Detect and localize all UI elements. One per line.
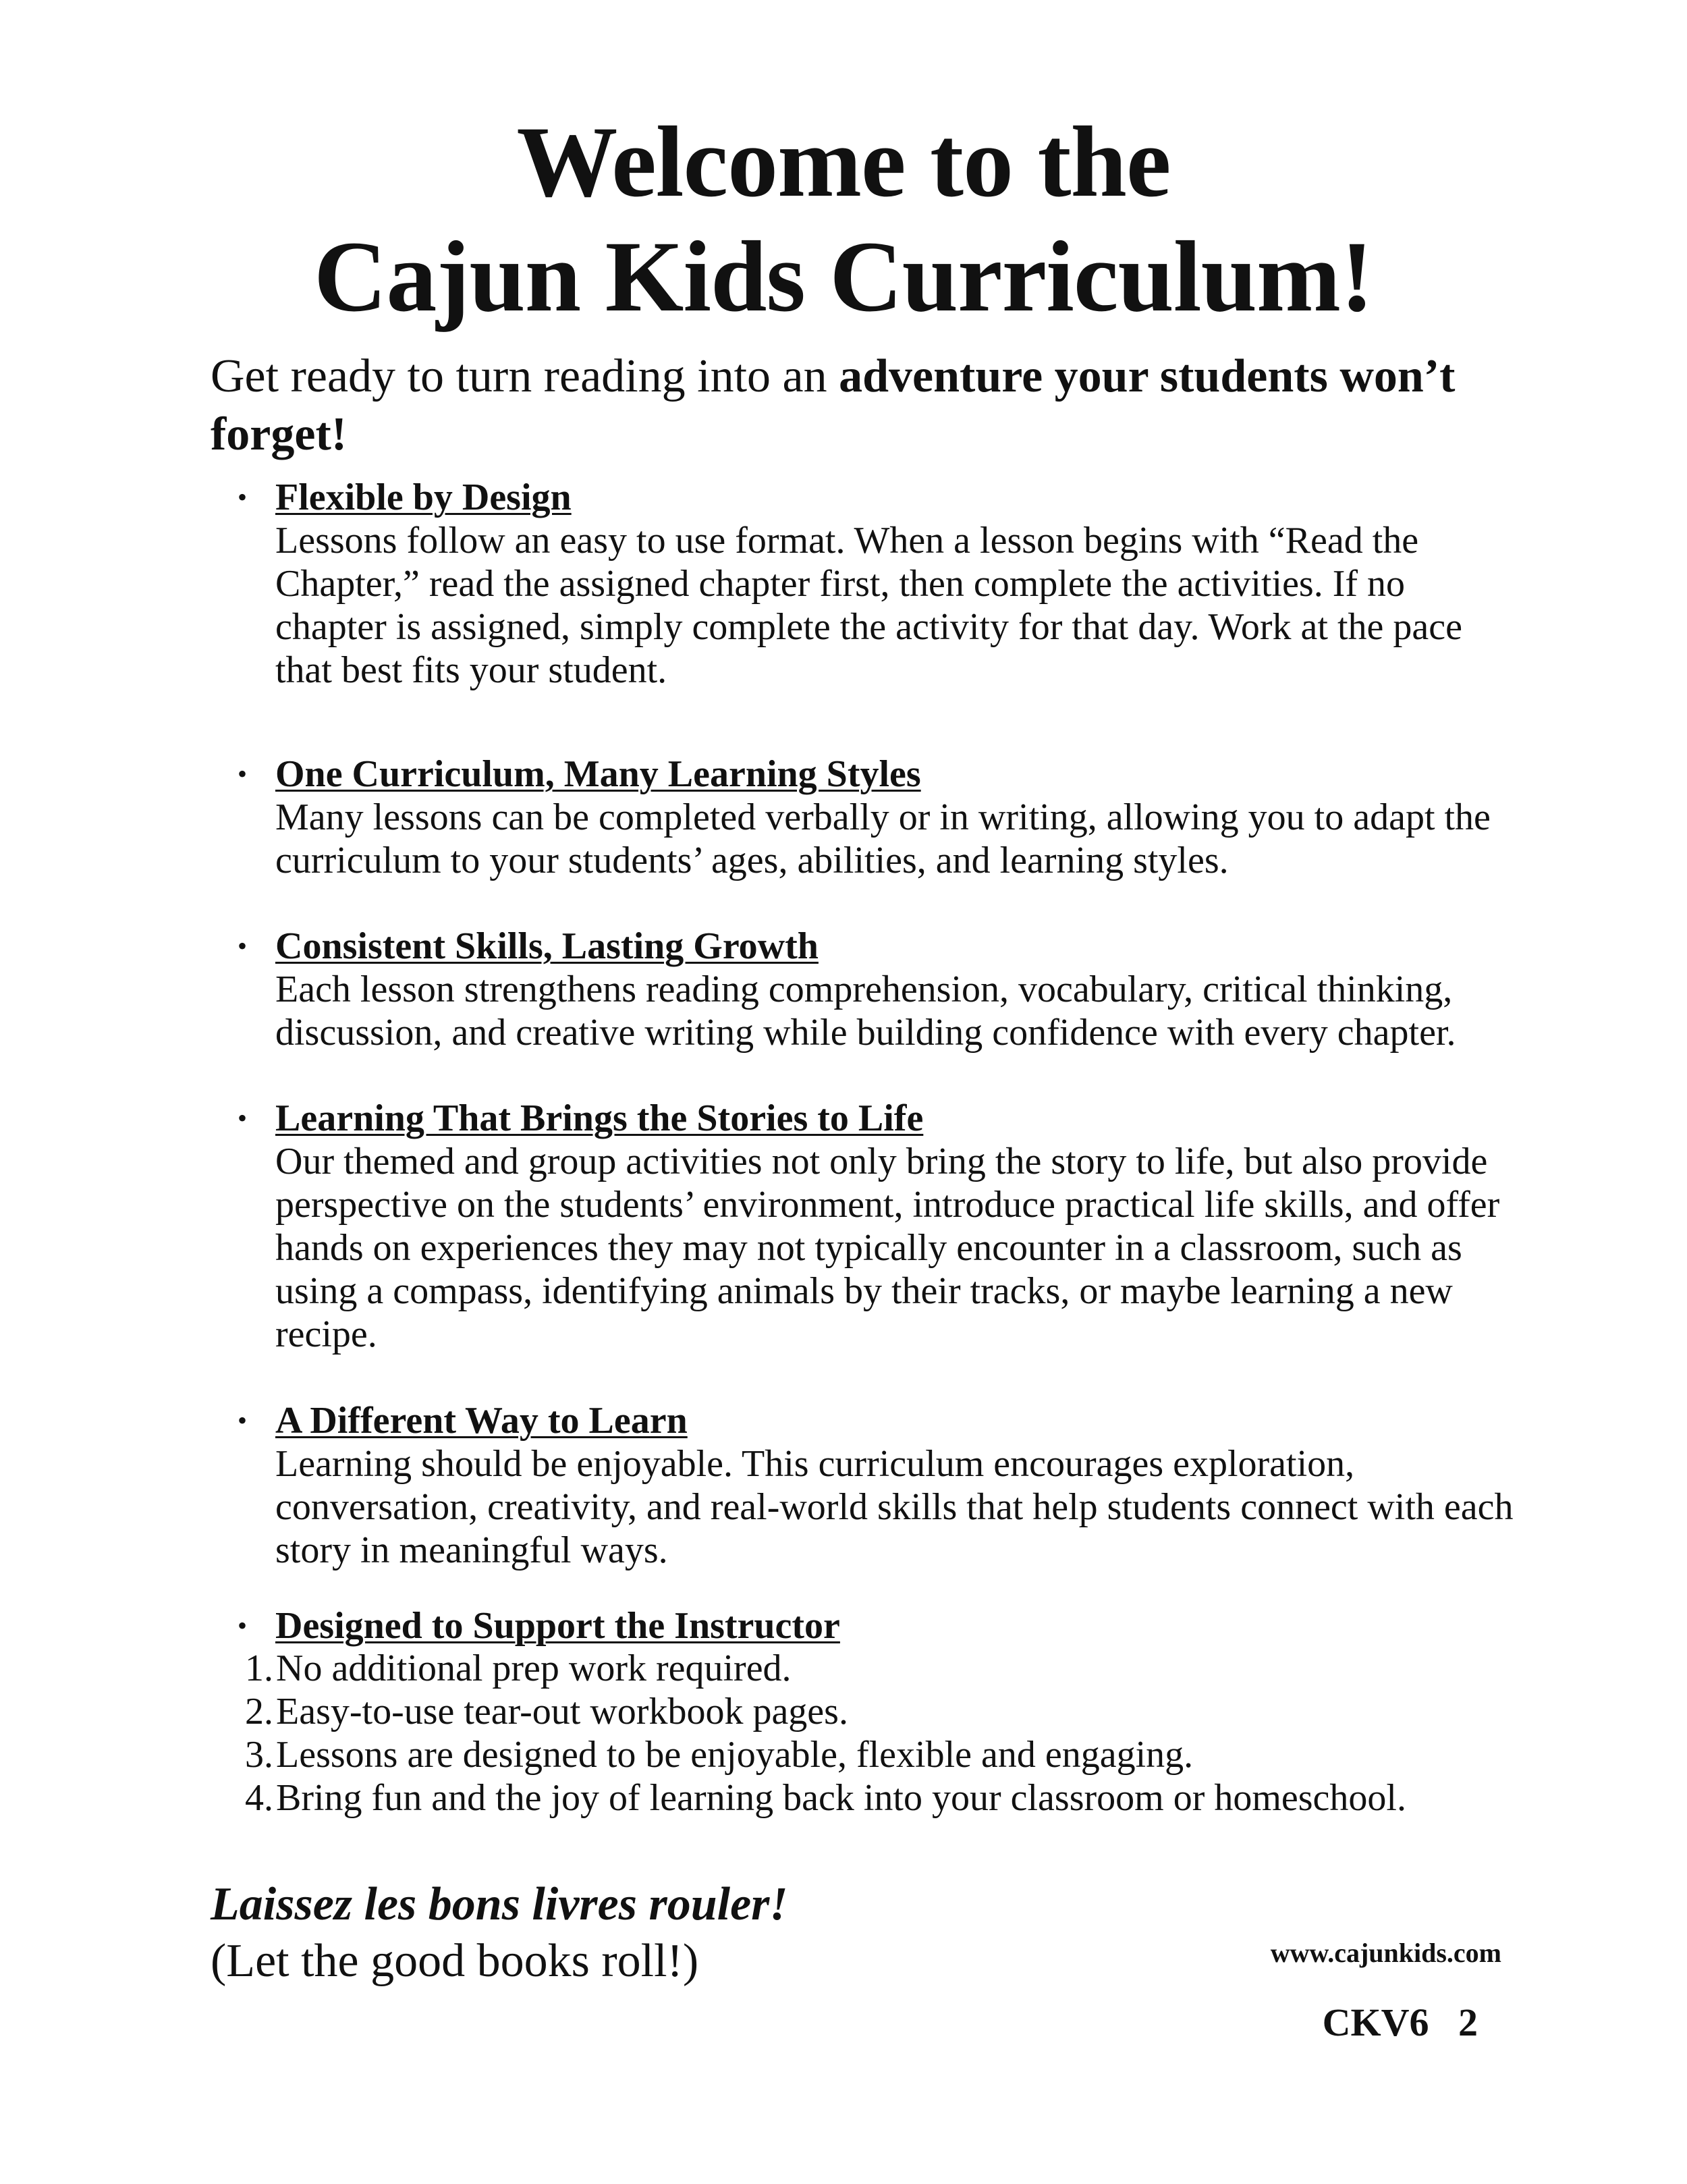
intro-emphasis: adventure your students won’t forget! bbox=[211, 350, 1456, 460]
intro-paragraph bbox=[211, 348, 1526, 464]
title-line-2: Cajun Kids Curriculum! bbox=[314, 221, 1373, 333]
list-item bbox=[238, 1399, 1520, 1572]
item-number: 4. bbox=[245, 1777, 273, 1819]
list-item bbox=[238, 476, 1520, 692]
page-title bbox=[0, 105, 1687, 334]
list-item bbox=[238, 1097, 1520, 1356]
bullet: • bbox=[238, 1103, 248, 1133]
list-item bbox=[238, 753, 1520, 882]
item-text: Easy-to-use tear-out workbook pages. bbox=[276, 1691, 848, 1732]
section-heading: A Different Way to Learn bbox=[275, 1400, 688, 1442]
closing-block bbox=[211, 1876, 788, 1990]
section-body: Each lesson strengthens reading comprehension, vocabulary, critical thinking, discussion, and creative writing while building confidence with every chapter. bbox=[275, 968, 1456, 1054]
item-number: 2. bbox=[245, 1691, 273, 1732]
bullet: • bbox=[238, 931, 248, 961]
bullet: • bbox=[238, 482, 248, 512]
bullet: • bbox=[238, 759, 248, 789]
section-body: Lessons follow an easy to use format. When a lesson begins with “Read the Chapter,” read the assigned chapter first, then complete the activities. If no chapter is assigned, simply complete the activity for that day. Work at the pace that best fits your student. bbox=[275, 520, 1462, 691]
item-number: 1. bbox=[245, 1647, 273, 1689]
section-body: Our themed and group activities not only bring the story to life, but also provide perspective on the students’ environment, introduce practical life skills, and offer hands on experiences they may not typically encounter in a classroom, such as using a compass, identifying animals by their tracks, or maybe learning a new recipe. bbox=[275, 1141, 1500, 1355]
page-number: CKV6 2 bbox=[1322, 2000, 1478, 2044]
numbered-item bbox=[233, 1690, 1549, 1733]
list-item bbox=[238, 1604, 1520, 1647]
numbered-item bbox=[233, 1647, 1549, 1690]
instructor-points-list bbox=[233, 1647, 1549, 1820]
title-line-1: Welcome to the bbox=[516, 106, 1171, 218]
bullet: • bbox=[238, 1405, 248, 1436]
motto-translation: (Let the good books roll!) bbox=[211, 1935, 699, 1987]
item-text: Bring fun and the joy of learning back into your classroom or homeschool. bbox=[276, 1777, 1406, 1819]
item-number: 3. bbox=[245, 1734, 273, 1776]
section-body: Learning should be enjoyable. This curriculum encourages exploration, conversation, creativity, and real-world skills that help students connect with each story in meaningful ways. bbox=[275, 1443, 1514, 1571]
section-heading: Flexible by Design bbox=[275, 476, 572, 518]
section-heading: One Curriculum, Many Learning Styles bbox=[275, 753, 921, 795]
website-link[interactable]: www.cajunkids.com bbox=[1270, 1938, 1501, 1968]
numbered-item bbox=[233, 1776, 1549, 1820]
list-item bbox=[238, 925, 1520, 1054]
french-motto: Laissez les bons livres rouler! bbox=[211, 1878, 788, 1930]
item-text: No additional prep work required. bbox=[276, 1647, 792, 1689]
section-body: Many lessons can be completed verbally or in writing, allowing you to adapt the curriculum to your students’ ages, abilities, and learning styles. bbox=[275, 796, 1491, 881]
section-heading: Designed to Support the Instructor bbox=[275, 1605, 840, 1647]
item-text: Lessons are designed to be enjoyable, flexible and engaging. bbox=[276, 1734, 1194, 1776]
intro-lead: Get ready to turn reading into an bbox=[211, 350, 839, 402]
numbered-item bbox=[233, 1733, 1549, 1776]
bullet: • bbox=[238, 1610, 248, 1641]
section-heading: Learning That Brings the Stories to Life bbox=[275, 1097, 924, 1139]
section-heading: Consistent Skills, Lasting Growth bbox=[275, 925, 819, 967]
